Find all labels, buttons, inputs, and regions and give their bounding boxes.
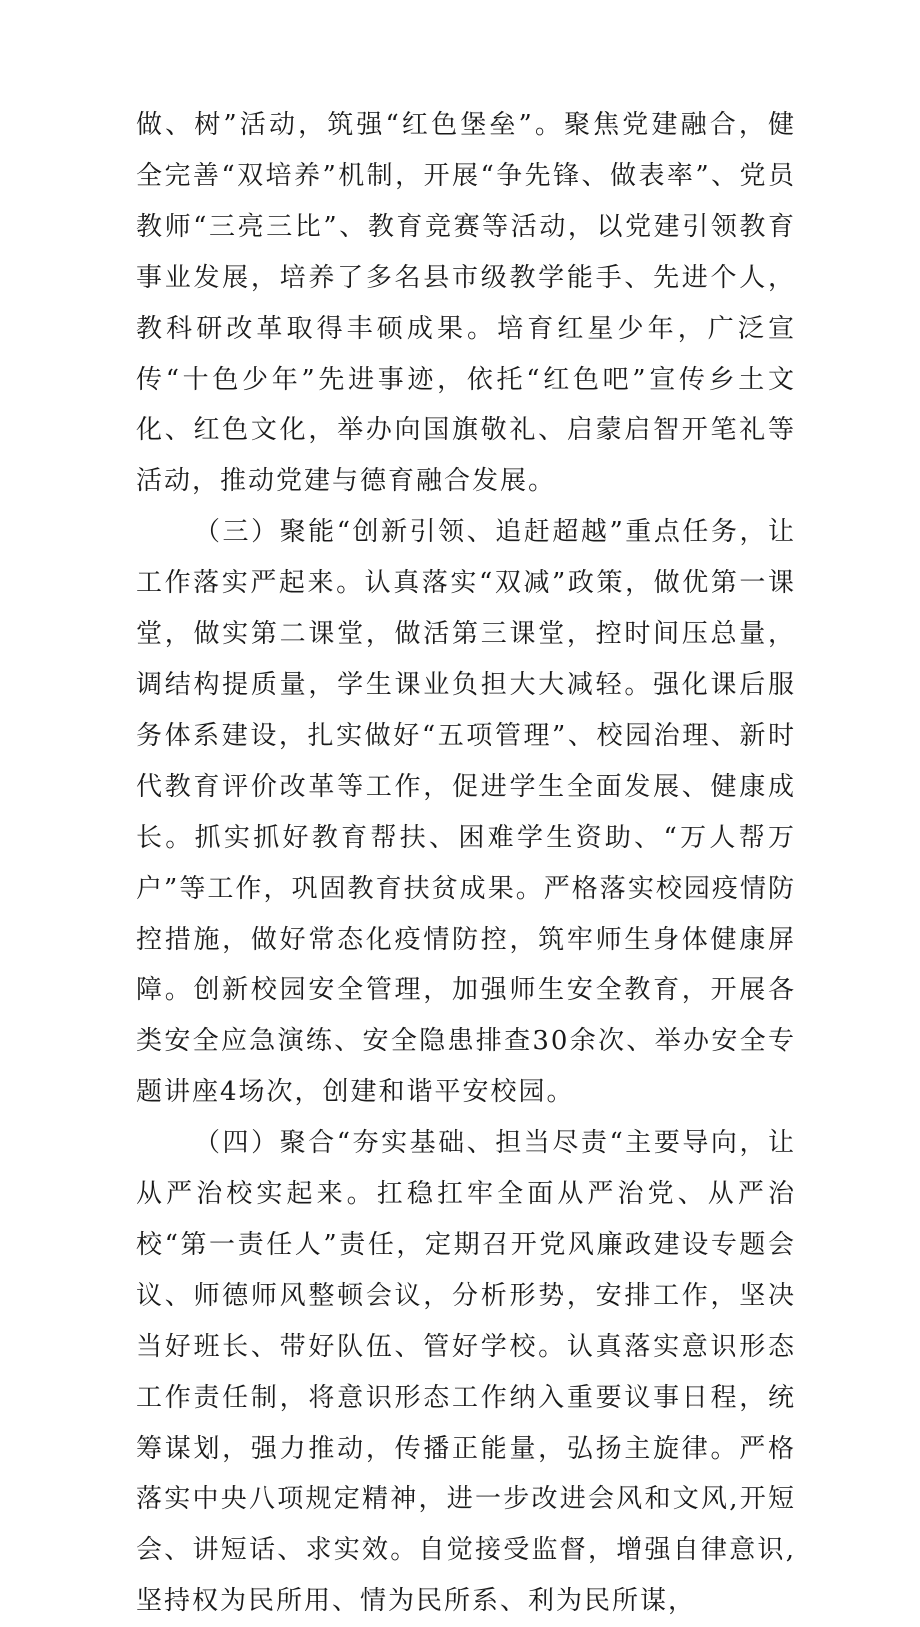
- paragraph-section-four: （四）聚合“夯实基础、担当尽责“主要导向，让从严治校实起来。扛稳扛牢全面从严治党、从严治校“第一责任人”责任，定期召开党风廉政建设专题会议、师德师风整顿会议，分析形势，安排工作，坚决当好班长、带好队伍、管好学校。认真落实意识形态工作责任制，将意识形态工作纳入重要议事日程，统筹谋划，强力推动，传播正能量，弘扬主旋律。严格落实中央八项规定精神，进一步改进会风和文风,开短会、讲短话、求实效。自觉接受监督，增强自律意识,坚持权为民所用、情为民所系、利为民所谋，: [136, 1128, 796, 1617]
- paragraph-section-three: （三）聚能“创新引领、追赶超越”重点任务，让工作落实严起来。认真落实“双减”政策，做优第一课堂，做实第二课堂，做活第三课堂，控时间压总量，调结构提质量，学生课业负担大大减轻。强化课后服务体系建设，扎实做好“五项管理”、校园治理、新时代教育评价改革等工作，促进学生全面发展、健康成长。抓实抓好教育帮扶、困难学生资助、“万人帮万户”等工作，巩固教育扶贫成果。严格落实校园疫情防控措施，做好常态化疫情防控，筑牢师生身体健康屏障。创新校园安全管理，加强师生安全教育，开展各类安全应急演练、安全隐患排查30余次、举办安全专题讲座4场次，创建和谐平安校园。: [136, 517, 796, 1108]
- document-body: [136, 100, 796, 1627]
- paragraph-party-building-integration: 做、树”活动，筑强“红色堡垒”。聚焦党建融合，健全完善“双培养”机制，开展“争先锋、做表率”、党员教师“三亮三比”、教育竞赛等活动，以党建引领教育事业发展，培养了多名县市级教学能手、先进个人，教科研改革取得丰硕成果。培育红星少年，广泛宣传“十色少年”先进事迹，依托“红色吧”宣传乡土文化、红色文化，举办向国旗敬礼、启蒙启智开笔礼等活动，推动党建与德育融合发展。: [136, 110, 796, 497]
